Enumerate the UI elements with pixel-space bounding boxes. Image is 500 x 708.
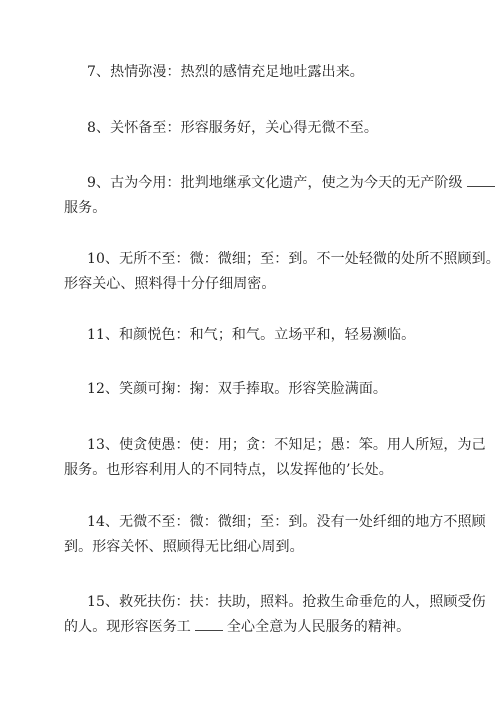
entry-line: 服务。 [64,200,107,216]
fill-in-blank [195,618,223,631]
entry-line-with-blank [64,618,410,636]
entry-line: 7、热情弥漫：热烈的感情充足地吐露出来。 [87,64,364,80]
fill-in-blank [467,174,495,187]
entry-line: 13、使贪使愚：使：用；贪：不知足；愚：笨。用人所短，为己 [87,437,486,453]
entry-line: 全心全意为人民服务的精神。 [226,619,411,635]
entry-line-with-blank [87,174,499,192]
entry-line: 11、和颜悦色：和气；和气。立场平和，轻易濒临。 [87,327,416,343]
entry-line: 8、关怀备至：形容服务好，关心得无微不至。 [87,120,379,136]
entry-line: 10、无所不至：微：微细；至：到。不一处轻微的处所不照顾到。 [87,251,500,267]
entry-line: 15、救死扶伤：扶：扶助，照料。抢救生命垂危的人，照顾受伤 [87,594,486,610]
entry-line: 14、无微不至：微：微细；至：到。没有一处纤细的地方不照顾 [87,514,486,530]
entry-line: 9、古为今用：批判地继承文化遗产，使之为今天的无产阶级 [87,175,463,191]
entry-line: 12、笑颜可掬：掬：双手捧取。形容笑脸满面。 [87,381,388,397]
entry-line: 形容关心、照料得十分仔细周密。 [64,276,276,292]
entry-line: 的人。现形容医务工 [64,619,191,635]
entry-line: 服务。也形容利用人的不同特点，以发挥他的’长处。 [64,462,393,478]
entry-line: 到。形容关怀、照顾得无比细心周到。 [64,539,304,555]
